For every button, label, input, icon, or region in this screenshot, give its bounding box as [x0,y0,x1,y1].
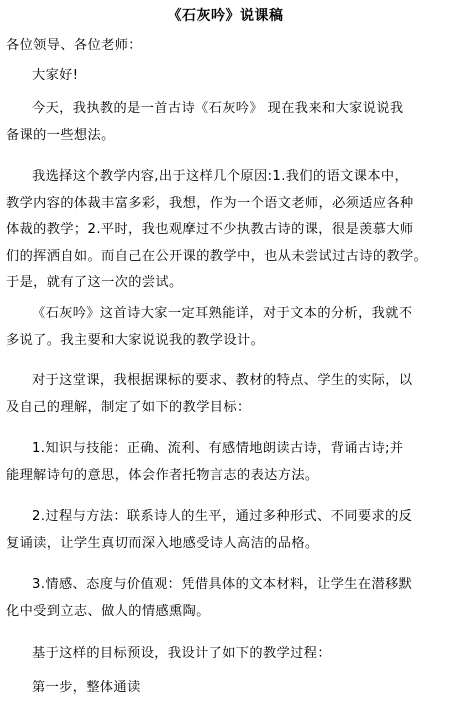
paragraph-reasons [6,164,446,297]
document-title: 《石灰吟》说课稿 [167,8,284,24]
paragraph-line: 教学内容的体裁丰富多彩，我想，作为一个语文老师，必须适应各种 [6,195,414,211]
paragraph-line: 1.知识与技能：正确、流利、有感情地朗读古诗，背诵古诗;并 [32,441,404,456]
paragraph-line: 能理解诗句的意思，体会作者托物言志的表达方法。 [6,467,319,483]
paragraph-goals-intro [6,368,446,421]
paragraph-process-intro [6,641,446,668]
paragraph-line: 大家好! [32,68,79,83]
paragraph-line: 们的挥洒自如。而自己在公开课的教学中，也从未尝试过古诗的教学。 [6,248,428,264]
paragraph-line: 《石灰吟》这首诗大家一定耳熟能详，对于文本的分析，我就不 [32,306,413,321]
paragraph-line: 我选择这个教学内容,出于这样几个原因:1.我们的语文课本中， [32,169,409,184]
paragraph-goal-process [6,504,446,557]
paragraph-line: 化中受到立志、做人的情感熏陶。 [6,603,210,619]
paragraph-line: 体裁的教学；2.平时，我也观摩过不少执教古诗的课，很是羡慕大师 [6,222,414,237]
paragraph-line: 备课的一些想法。 [6,127,115,143]
paragraph-line: 今天，我执教的是一首古诗《石灰吟》 现在我来和大家说说我 [32,101,404,116]
paragraph-goal-emotion [6,572,446,625]
paragraph-line: 基于这样的目标预设，我设计了如下的教学过程： [32,646,331,661]
paragraph-line: 多说了。我主要和大家说说我的教学设计。 [6,332,265,348]
paragraph-line: 3.情感、态度与价值观：凭借具体的文本材料，让学生在潜移默 [32,577,413,592]
paragraph-step-one [6,675,446,702]
paragraph-line: 对于这堂课，我根据课标的要求、教材的特点、学生的实际，以 [32,373,413,388]
paragraph-hello [6,63,446,90]
paragraph-line: 第一步，整体通读 [32,680,141,695]
paragraph-line: 复诵读，让学生真切而深入地感受诗人高洁的品格。 [6,535,319,551]
paragraph-intro [6,96,446,149]
greeting-line: 各位领导、各位老师： [6,38,142,53]
paragraph-line: 于是，就有了这一次的尝试。 [6,275,183,290]
paragraph-goal-knowledge [6,436,446,489]
paragraph-line: 2.过程与方法：联系诗人的生平，通过多种形式、不同要求的反 [32,509,413,524]
paragraph-line: 及自己的理解，制定了如下的教学目标： [6,399,251,415]
paragraph-poem [6,301,446,354]
greeting [6,33,446,60]
